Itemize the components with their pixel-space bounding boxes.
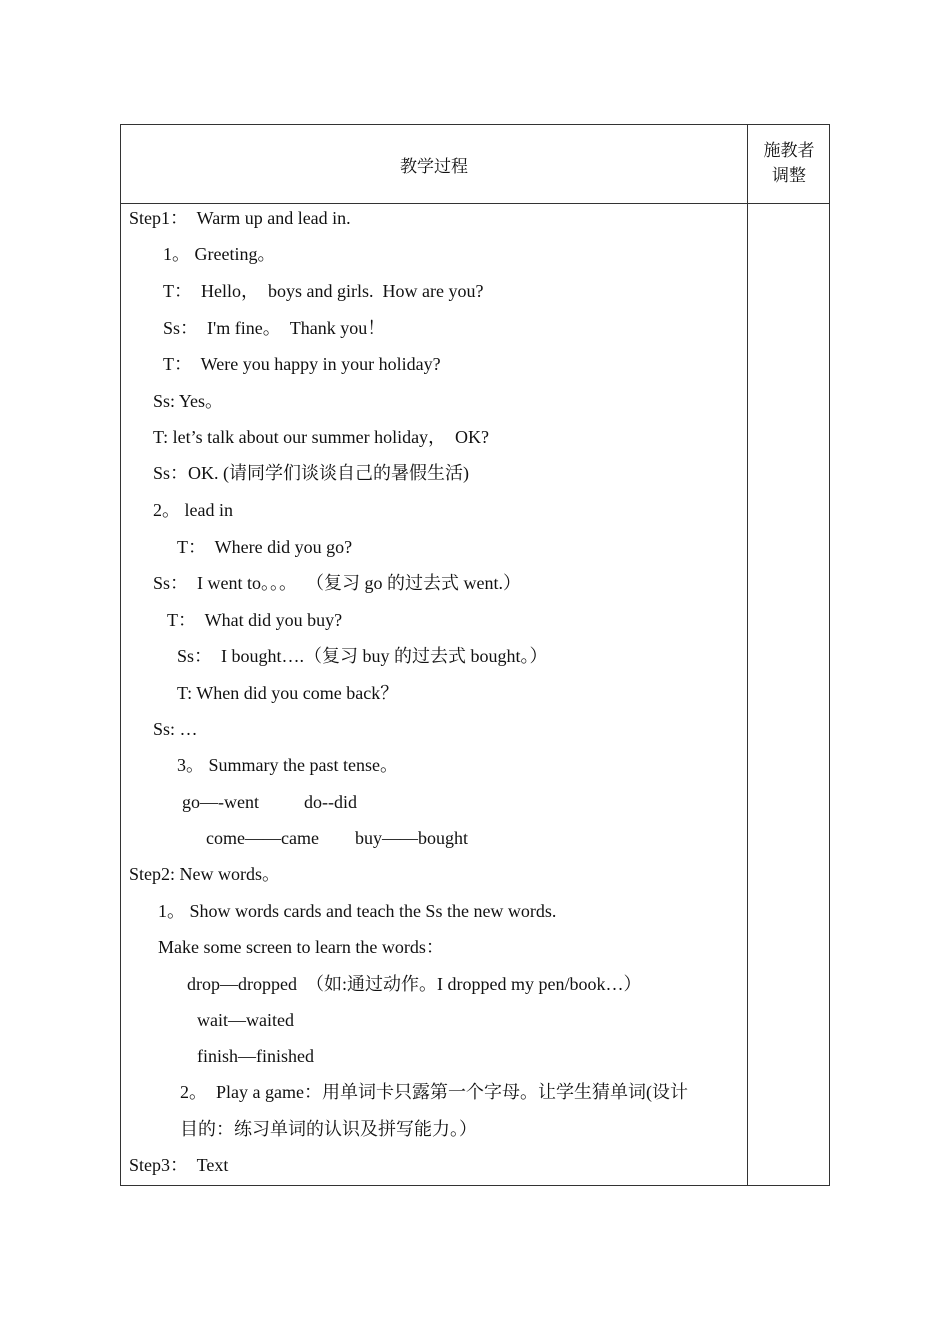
dialogue-line: T: let’s talk about our summer holiday， OK? [153, 427, 490, 447]
dialogue-line: T： Were you happy in your holiday? [163, 354, 441, 374]
verb-pairs: come——came buy——bought [206, 828, 468, 848]
column-divider [747, 125, 748, 1185]
word-pair: finish—finished [197, 1046, 314, 1066]
step2-heading: Step2: New words。 [129, 864, 280, 884]
dialogue-line: Ss: Yes。 [153, 391, 224, 411]
game-item: 2。 Play a game：用单词卡只露第一个字母。让学生猜单词(设计 [180, 1082, 688, 1102]
dialogue-line: Ss: … [153, 719, 198, 739]
summary-item: 3。 Summary the past tense。 [177, 755, 398, 775]
dialogue-line: T： Hello， boys and girls. How are you? [163, 281, 484, 301]
dialogue-line: Ss： I went to。。。 （复习 go 的过去式 went.） [153, 573, 521, 593]
step1-heading: Step1： Warm up and lead in. [129, 208, 351, 228]
header-teaching-process: 教学过程 [400, 156, 468, 177]
header-side-line1: 施教者 [763, 141, 815, 161]
dialogue-line: T: When did you come back？ [177, 683, 399, 703]
word-pair: wait—waited [197, 1010, 294, 1030]
verb-pairs: go—-went do--did [182, 792, 357, 812]
dialogue-line: Ss：OK. (请同学们谈谈自己的暑假生活) [153, 463, 470, 483]
header-divider [121, 203, 829, 204]
word-pair: drop—dropped （如:通过动作。I dropped my pen/book…） [187, 974, 642, 994]
dialogue-line: Ss： I'm fine。 Thank you！ [163, 318, 386, 338]
game-item-continued: 目的：练习单词的认识及拼写能力。） [180, 1119, 477, 1139]
screen-instruction: Make some screen to learn the words： [158, 937, 444, 957]
step3-heading: Step3： Text [129, 1155, 229, 1175]
dialogue-line: Ss： I bought….（复习 buy 的过去式 bought。） [177, 646, 548, 666]
dialogue-line: T： Where did you go? [177, 537, 353, 557]
dialogue-line: T： What did you buy? [167, 610, 343, 630]
lesson-table [120, 124, 830, 1186]
greeting-item: 1。 Greeting。 [163, 244, 276, 264]
header-side-line2: 调整 [772, 166, 806, 186]
new-words-item: 1。 Show words cards and teach the Ss the new words. [158, 901, 557, 921]
header-teacher-adjustment [748, 125, 830, 203]
lead-in-item: 2。 lead in [153, 500, 233, 520]
